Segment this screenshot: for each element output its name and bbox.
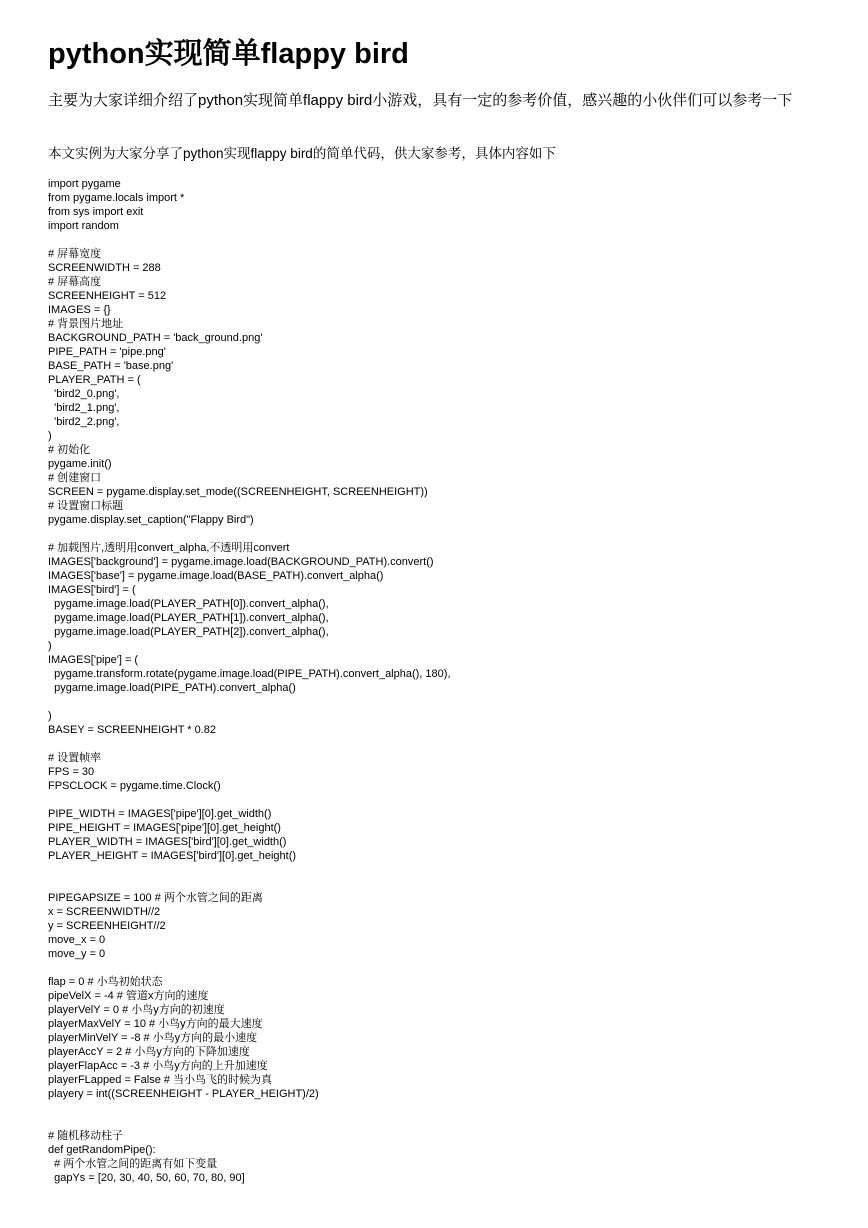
code-line [48,961,451,975]
code-line: # 屏幕宽度 [48,248,102,260]
code-line [48,1101,451,1115]
code-line: IMAGES['bird'] = ( [48,584,136,596]
code-line: pygame.init() [48,458,112,470]
code-line: PLAYER_PATH = ( [48,374,141,386]
code-line: # 设置窗口标题 [48,500,124,512]
code-line: y = SCREENHEIGHT//2 [48,920,166,932]
code-line: from pygame.locals import * [48,192,185,204]
code-line: 'bird2_1.png', [48,402,120,414]
code-line: move_x = 0 [48,934,106,946]
code-line: x = SCREENWIDTH//2 [48,906,161,918]
code-line: PLAYER_HEIGHT = IMAGES['bird'][0].get_height() [48,850,297,862]
code-line [48,527,451,541]
code-line: pygame.image.load(PIPE_PATH).convert_alpha() [48,682,296,694]
code-line: # 两个水管之间的距离有如下变量 [48,1158,218,1170]
code-line: playerMaxVelY = 10 # 小鸟y方向的最大速度 [48,1018,263,1030]
code-line [48,233,451,247]
code-line: PIPE_WIDTH = IMAGES['pipe'][0].get_width() [48,808,272,820]
code-line [48,737,451,751]
code-line: PIPE_PATH = 'pipe.png' [48,346,166,358]
code-line: playerFlapAcc = -3 # 小鸟y方向的上升加速度 [48,1060,268,1072]
code-line: # 初始化 [48,444,91,456]
code-line: pygame.image.load(PLAYER_PATH[1]).convert_alpha(), [48,612,329,624]
code-line: playerAccY = 2 # 小鸟y方向的下降加速度 [48,1046,250,1058]
code-line: import pygame [48,178,121,190]
code-line: import random [48,220,119,232]
code-line: ) [48,430,52,442]
code-line: SCREENHEIGHT = 512 [48,290,167,302]
code-line: pygame.display.set_caption("Flappy Bird") [48,514,254,526]
code-line: # 随机移动柱子 [48,1130,124,1142]
code-line: playery = int((SCREENHEIGHT - PLAYER_HEIGHT)/2) [48,1088,319,1100]
article-intro: 本文实例为大家分享了python实现flappy bird的简单代码，供大家参考，具体内容如下 [48,146,556,161]
code-block [48,177,451,1185]
code-line: SCREENWIDTH = 288 [48,262,161,274]
article-title: python实现简单flappy bird [48,38,409,70]
code-line: flap = 0 # 小鸟初始状态 [48,976,163,988]
code-line: playerFLapped = False # 当小鸟飞的时候为真 [48,1074,273,1086]
code-line: PIPEGAPSIZE = 100 # 两个水管之间的距离 [48,892,263,904]
code-line: FPSCLOCK = pygame.time.Clock() [48,780,221,792]
code-line [48,695,451,709]
code-line: from sys import exit [48,206,144,218]
code-line: move_y = 0 [48,948,106,960]
code-line: gapYs = [20, 30, 40, 50, 60, 70, 80, 90] [48,1172,245,1184]
code-line: BASEY = SCREENHEIGHT * 0.82 [48,724,217,736]
code-line: FPS = 30 [48,766,95,778]
code-line: BASE_PATH = 'base.png' [48,360,174,372]
code-line: pygame.image.load(PLAYER_PATH[0]).convert_alpha(), [48,598,329,610]
code-line: ) [48,710,52,722]
code-line: IMAGES['background'] = pygame.image.load(BACKGROUND_PATH).convert() [48,556,434,568]
code-line [48,1115,451,1129]
code-line: # 屏幕高度 [48,276,102,288]
code-line: playerVelY = 0 # 小鸟y方向的初速度 [48,1004,225,1016]
code-line: # 背景图片地址 [48,318,124,330]
code-line: pygame.transform.rotate(pygame.image.load(PIPE_PATH).convert_alpha(), 180), [48,668,451,680]
code-line: pygame.image.load(PLAYER_PATH[2]).convert_alpha(), [48,626,329,638]
code-line [48,877,451,891]
code-line: # 设置帧率 [48,752,102,764]
code-line: PLAYER_WIDTH = IMAGES['bird'][0].get_width() [48,836,287,848]
code-line: ) [48,640,52,652]
code-line: IMAGES['pipe'] = ( [48,654,139,666]
code-line: BACKGROUND_PATH = 'back_ground.png' [48,332,263,344]
code-line: IMAGES['base'] = pygame.image.load(BASE_PATH).convert_alpha() [48,570,384,582]
code-line [48,863,451,877]
code-line: # 加载图片,透明用convert_alpha,不透明用convert [48,542,290,554]
code-line: PIPE_HEIGHT = IMAGES['pipe'][0].get_height() [48,822,281,834]
code-line: SCREEN = pygame.display.set_mode((SCREENHEIGHT, SCREENHEIGHT)) [48,486,428,498]
code-line: IMAGES = {} [48,304,111,316]
code-line [48,793,451,807]
code-line: def getRandomPipe(): [48,1144,156,1156]
code-line: pipeVelX = -4 # 管道x方向的速度 [48,990,209,1002]
code-line: playerMinVelY = -8 # 小鸟y方向的最小速度 [48,1032,258,1044]
code-line: 'bird2_0.png', [48,388,120,400]
code-line: # 创建窗口 [48,472,102,484]
code-line: 'bird2_2.png', [48,416,120,428]
article-summary: 主要为大家详细介绍了python实现简单flappy bird小游戏，具有一定的参考价值，感兴趣的小伙伴们可以参考一下 [48,92,793,109]
